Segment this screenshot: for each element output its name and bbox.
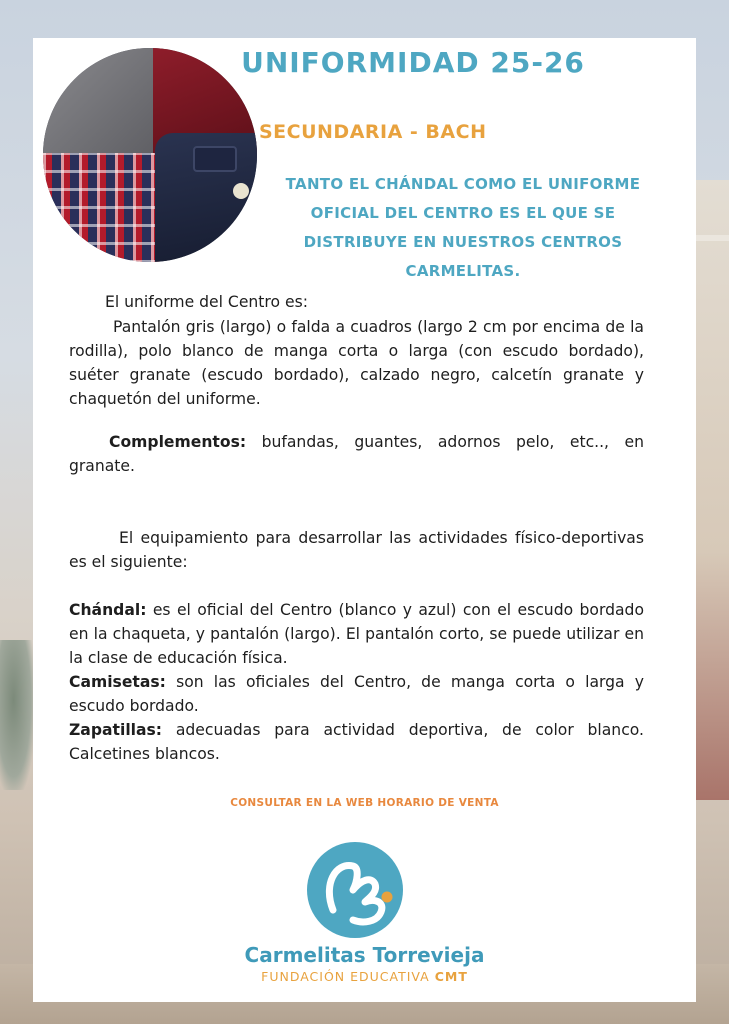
complementos-paragraph <box>69 430 644 478</box>
chandal-label: Chándal: <box>69 601 147 619</box>
chandal-paragraph <box>69 598 644 670</box>
zapatillas-paragraph <box>69 718 644 766</box>
brand-subtitle <box>33 969 696 984</box>
background-tree <box>0 640 34 790</box>
gray-sweater-shape <box>43 48 163 158</box>
brand-subtitle-prefix: FUNDACIÓN EDUCATIVA <box>261 969 435 984</box>
uniform-photo <box>43 48 257 262</box>
camisetas-label: Camisetas: <box>69 673 166 691</box>
complementos-text: bufandas, guantes, adornos pelo, etc.., en granate. <box>69 433 644 475</box>
equipamiento-paragraph: El equipamiento para desarrollar las actividades físico-deportivas es el siguiente: <box>69 529 644 571</box>
sales-hours-note: CONSULTAR EN LA WEB HORARIO DE VENTA <box>230 797 499 809</box>
carmelitas-logo-icon <box>305 840 405 940</box>
page-subtitle: SECUNDARIA - BACH <box>259 121 487 143</box>
complementos-label: Complementos: <box>109 433 247 451</box>
plaid-skirt-shape <box>43 153 163 262</box>
page-title: UNIFORMIDAD 25-26 <box>241 46 585 79</box>
jacket-collar-shape <box>193 146 237 172</box>
brand-subtitle-acronym: CMT <box>434 969 468 984</box>
school-crest-shape <box>233 183 249 199</box>
camisetas-paragraph <box>69 670 644 718</box>
intro-text: TANTO EL CHÁNDAL COMO EL UNIFORME OFICIAL DEL CENTRO ES EL QUE SE DISTRIBUYE EN NUESTROS CENTROS CARMELITAS. <box>285 175 641 280</box>
zapatillas-label: Zapatillas: <box>69 721 163 739</box>
uniforme-description: Pantalón gris (largo) o falda a cuadros (largo 2 cm por encima de la rodilla), polo blanco de manga corta o larga (con escudo bordado), suéter granate (escudo bordado), calzado negro, calcetín granate y chaquetón del uniforme. <box>69 318 644 408</box>
uniforme-heading: El uniforme del Centro es: <box>105 293 308 311</box>
zapatillas-text: adecuadas para actividad deportiva, de color blanco. Calcetines blancos. <box>69 721 644 763</box>
chandal-text: es el oficial del Centro (blanco y azul) con el escudo bordado en la chaqueta, y pantalón (largo). El pantalón corto, se puede utilizar en la clase de educación física. <box>69 601 644 667</box>
brand-name: Carmelitas Torrevieja <box>244 943 485 967</box>
uniform-info-card <box>33 38 696 1002</box>
camisetas-text: son las oficiales del Centro, de manga corta o larga y escudo bordado. <box>69 673 644 715</box>
